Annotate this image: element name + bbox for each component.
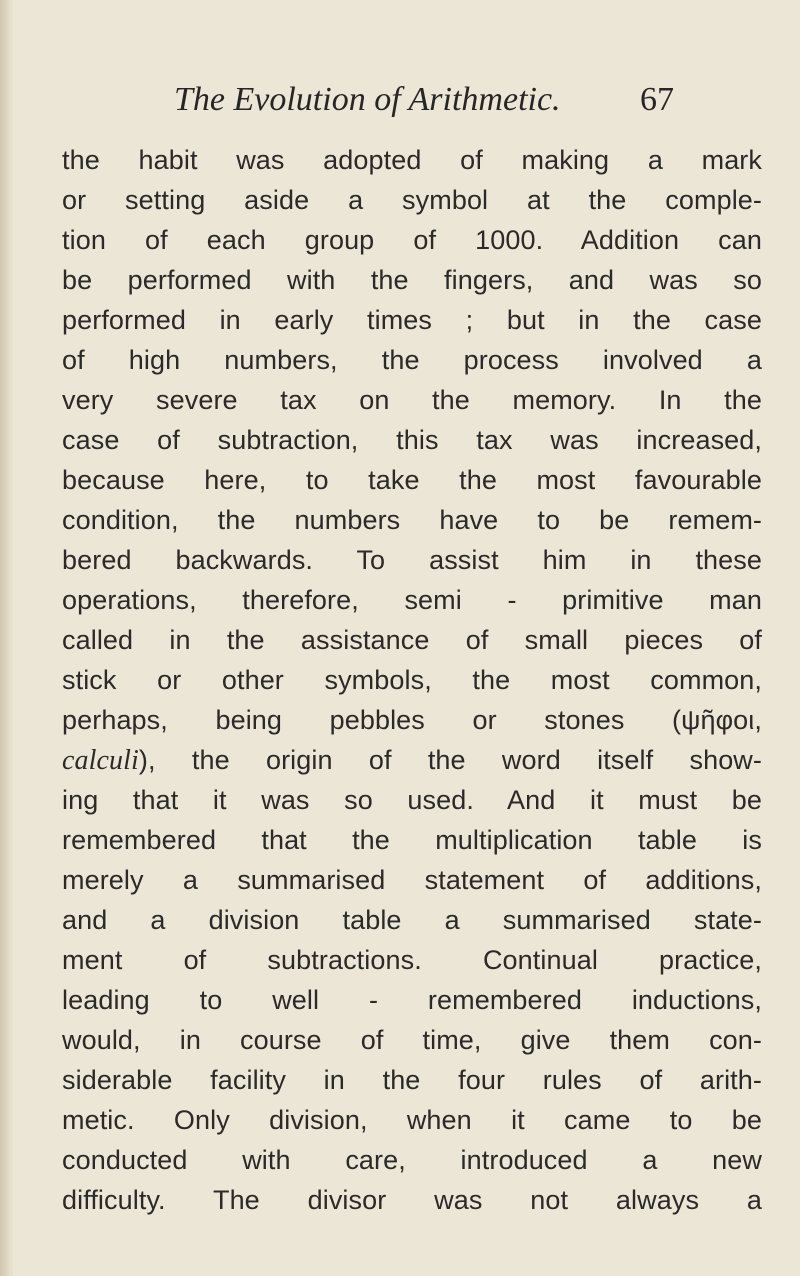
text-line-mixed: [62, 740, 762, 780]
text-line: stick or other symbols, the most common,: [62, 665, 762, 695]
text-line: operations, therefore, semi - primitive man: [62, 585, 762, 615]
text-line: siderable facility in the four rules of arith-: [62, 1065, 762, 1095]
text-line: or setting aside a symbol at the comple-: [62, 185, 762, 215]
text-line: because here, to take the most favourable: [62, 465, 762, 495]
page-number: 67: [640, 81, 674, 118]
body-text: [62, 140, 762, 1220]
text-line: metic. Only division, when it came to be: [62, 1105, 762, 1135]
text-line: merely a summarised statement of additions,: [62, 865, 762, 895]
text-line: bered backwards. To assist him in these: [62, 545, 762, 575]
text-line: would, in course of time, give them con-: [62, 1025, 762, 1055]
text-line: remembered that the multiplication table is: [62, 825, 762, 855]
text-line: very severe tax on the memory. In the: [62, 385, 762, 415]
text-line: ing that it was so used. And it must be: [62, 785, 762, 815]
text-line: and a division table a summarised state-: [62, 905, 762, 935]
text-line: condition, the numbers have to be remem-: [62, 505, 762, 535]
text-line: of high numbers, the process involved a: [62, 345, 762, 375]
running-title: The Evolution of Arithmetic.: [174, 81, 561, 118]
page-edge-shadow: [0, 0, 14, 1276]
text-line: be performed with the fingers, and was so: [62, 265, 762, 295]
running-header: [0, 80, 800, 130]
text-line: leading to well - remembered inductions,: [62, 985, 762, 1015]
text-line-remainder: ), the origin of the word itself show-: [138, 745, 762, 775]
text-line: perhaps, being pebbles or stones (ψῆφοι,: [62, 705, 762, 735]
text-line: tion of each group of 1000. Addition can: [62, 225, 762, 255]
text-line: the habit was adopted of making a mark: [62, 145, 762, 175]
text-line: difficulty. The divisor was not always a: [62, 1185, 762, 1215]
text-line: conducted with care, introduced a new: [62, 1145, 762, 1175]
text-line: performed in early times ; but in the case: [62, 305, 762, 335]
italic-word-calculi: calculi: [62, 745, 139, 776]
text-line: called in the assistance of small pieces of: [62, 625, 762, 655]
text-line: ment of subtractions. Continual practice,: [62, 945, 762, 975]
text-line: case of subtraction, this tax was increased,: [62, 425, 762, 455]
